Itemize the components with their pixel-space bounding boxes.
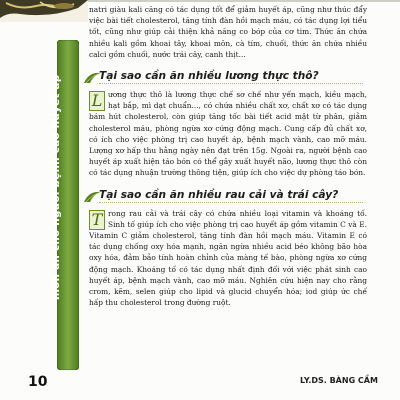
drop-cap-2: T: [89, 210, 105, 230]
corner-illustration: [0, 0, 88, 22]
page-number: 10: [28, 374, 48, 390]
section-title-1: Tại sao cần ăn nhiều lương thực thô?: [99, 70, 319, 83]
page-content: [89, 4, 367, 308]
heading-underline-2: [99, 202, 363, 203]
section-text-1: ương thực thô là lương thực chế sơ chế như yến mạch, kiều mạch, hạt bắp, mì dạt chuẩn..., có chứa nhiều chất xơ, chất xơ có tác dụng bám hút cholesterol, còn giúp tăng tốc bài tiết acid mật từ phân, giảm cholesterol máu, phòng ngừa xơ cứng động mạch. Cung cấp đủ chất xơ, có ích cho việc phòng trị cao huyết áp, bệnh mạch vành, cao mỡ máu. Lượng xơ hấp thu hằng ngày nên đạt trên 15g. Ngoài ra, người bệnh cao huyết áp xuất hiện táo bón có thể gây xuất huyết não, lương thực thô còn có tác dụng nhuận trường thông tiện, giúp ích cho việc dự phòng táo bón.: [89, 90, 367, 178]
author-credit: LY.DS. BÀNG CẦM: [300, 376, 378, 385]
side-running-title: món ăn cho người bệnh cao huyết áp: [50, 74, 62, 300]
section-text-2: rong rau cải và trái cây có chứa nhiều loại vitamin và khoáng tố. Sinh tố giúp ích cho việc phòng trị cao huyết áp gồm vitamin C và E. Vitamin C giảm cholesterol, tăng tính đàn hồi mạch máu. Vitamin E có tác dụng chống oxy hóa mạnh, ngăn ngừa nhiều acid béo không bão hòa oxy hóa, đảm bảo tính hoàn chỉnh của màng tế bào, phòng ngừa xơ cứng động mạch. Khoáng tố có tác dụng nhất định đối với việc phát sinh cao huyết áp, bệnh mạch vành, cao mỡ máu. Nghiên cứu hiện nay cho rằng crom, kẽm, selen giúp cho lipid và glucid chuyển hóa; iod giúp ức chế hấp thu cholesterol trong đường ruột.: [89, 208, 367, 308]
section-title-2: Tại sao cần ăn nhiều rau cải và trái cây?: [99, 188, 339, 201]
section-body-1: [89, 89, 367, 179]
intro-paragraph: natri giàu kali căng có tác dụng tốt để giảm huyết áp, cũng như thúc đẩy việc bài tiết cholesterol, tăng tính đàn hồi mạch máu, có tác dụng lợi tiểu tốt, cũng như giúp cải thiện khả năng co bóp của cơ tim. Thức ăn chứa nhiều kali gồm khoai tây, khoai môn, cà tím, chuối, thức ăn chứa nhiều calci gồm chuối, nước trái cây, canh thịt...: [89, 5, 367, 59]
drop-cap-1: L: [89, 91, 105, 111]
section-heading-1: [87, 69, 367, 84]
section-heading-2: [87, 188, 367, 203]
section-body-2: [89, 208, 367, 309]
heading-underline-1: [99, 83, 363, 84]
